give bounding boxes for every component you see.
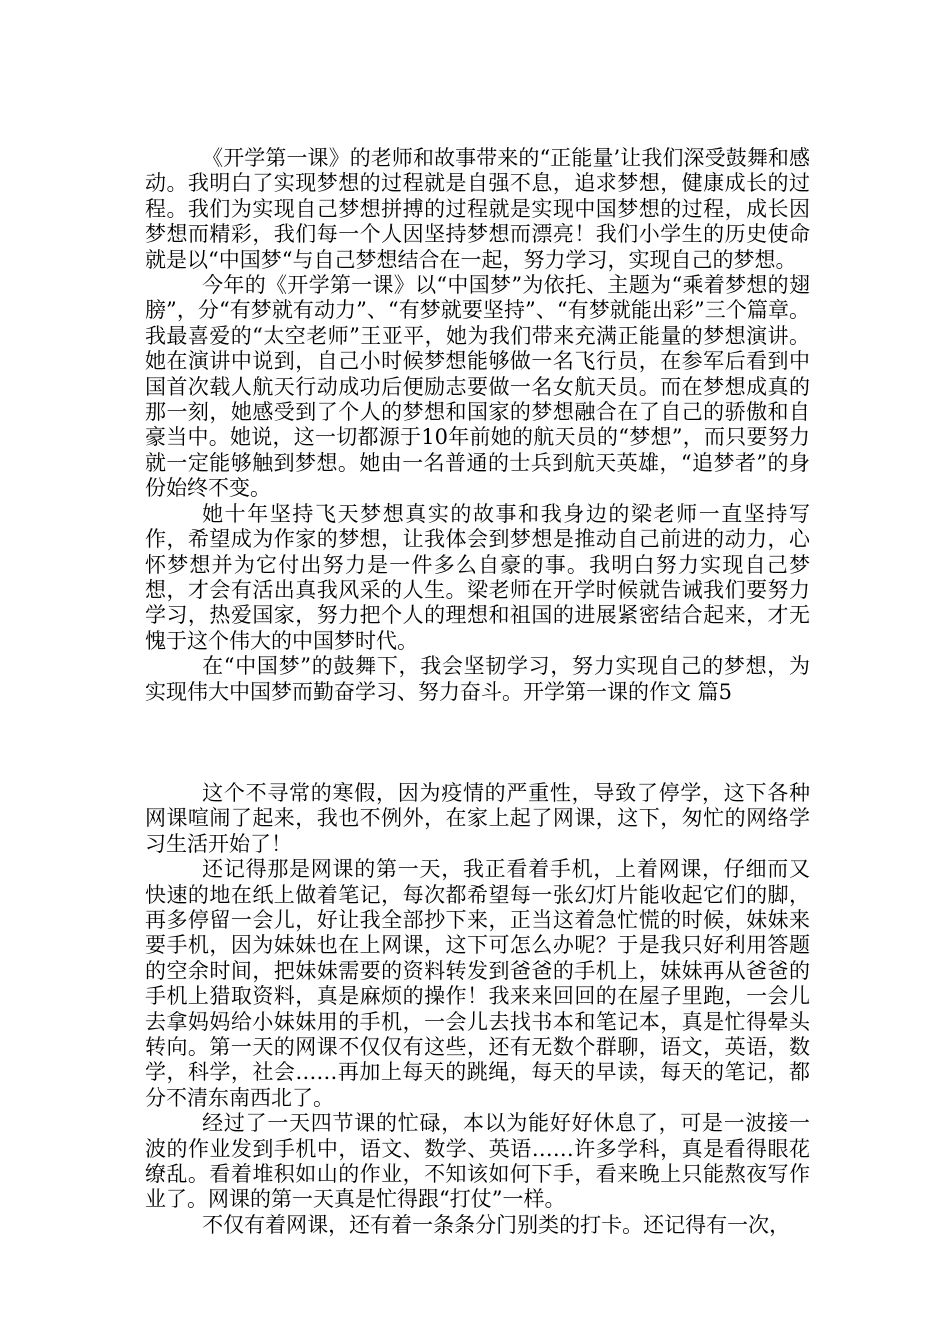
paragraph: 《开学第一课》的老师和故事带来的“正能量’让我们深受鼓舞和感动。我明白了实现梦想的过程就是自强不息，追求梦想，健康成长的过程。我们为实现自己梦想拼搏的过程就是实现中国梦想的过程，成长因梦想而精彩，我们每一个人因坚持梦想而漂亮！我们小学生的历史使命就是以“中国梦“与自己梦想结合在一起，努力学习，实现自己的梦想。 (145, 146, 810, 272)
paragraph: 还记得那是网课的第一天，我正看着手机，上着网课，仔细而又快速的地在纸上做着笔记，每次都希望每一张幻灯片能收起它们的脚，再多停留一会儿，好让我全部抄下来，正当这着急忙慌的时候，妹妹来要手机，因为妹妹也在上网课，这下可怎么办呢？于是我只好利用答题的空余时间，把妹妹需要的资料转发到爸爸的手机上，妹妹再从爸爸的手机上猎取资料，真是麻烦的操作！我来来回回的在屋子里跑，一会儿去拿妈妈给小妹妹用的手机，一会儿去找书本和笔记本，真是忙得晕头转向。第一天的网课不仅仅有这些，还有无数个群聊，语文，英语，数学，科学，社会……再加上每天的跳绳，每天的早读，每天的笔记，都分不清东南西北了。 (145, 857, 810, 1110)
section-gap (145, 705, 810, 781)
paragraph: 她十年坚持飞天梦想真实的故事和我身边的梁老师一直坚持写作，希望成为作家的梦想，让我体会到梦想是推动自己前进的动力，心怀梦想并为它付出努力是一件多么自豪的事。我明白努力实现自己梦想，才会有活出真我风采的人生。梁老师在开学时候就告诫我们要努力学习，热爱国家，努力把个人的理想和祖国的进展紧密结合起来，才无愧于这个伟大的中国梦时代。 (145, 501, 810, 653)
paragraph: 经过了一天四节课的忙碌，本以为能好好休息了，可是一波接一波的作业发到手机中，语文、数学、英语……许多学科，真是看得眼花缭乱。看着堆积如山的作业，不知该如何下手，看来晚上只能熬夜写作业了。网课的第一天真是忙得跟“打仗”一样。 (145, 1111, 810, 1212)
document-body (145, 146, 810, 1238)
paragraph: 不仅有着网课，还有着一条条分门别类的打卡。还记得有一次， (202, 1212, 791, 1237)
paragraph: 这个不寻常的寒假，因为疫情的严重性，导致了停学，这下各种网课喧闹了起来，我也不例外，在家上起了网课，这下，匆忙的网络学习生活开始了！ (145, 780, 810, 856)
paragraph: 今年的《开学第一课》以“中国梦”为依托、主题为“乘着梦想的翅膀”，分“有梦就有动力”、“有梦就要坚持”、“有梦就能出彩”三个篇章。我最喜爱的“太空老师”王亚平，她为我们带来充满正能量的梦想演讲。她在演讲中说到，自己小时候梦想能够做一名飞行员，在参军后看到中国首次载人航天行动成功后便励志要做一名女航天员。而在梦想成真的那一刻，她感受到了个人的梦想和国家的梦想融合在了自己的骄傲和自豪当中。她说，这一切都源于10年前她的航天员的“梦想”，而只要努力就一定能够触到梦想。她由一名普通的士兵到航天英雄，“追梦者”的身份始终不变。 (145, 273, 810, 501)
paragraph: 在“中国梦”的鼓舞下，我会坚韧学习，努力实现自己的梦想，为实现伟大中国梦而勤奋学习、努力奋斗。开学第一课的作文 篇5 (145, 654, 810, 704)
